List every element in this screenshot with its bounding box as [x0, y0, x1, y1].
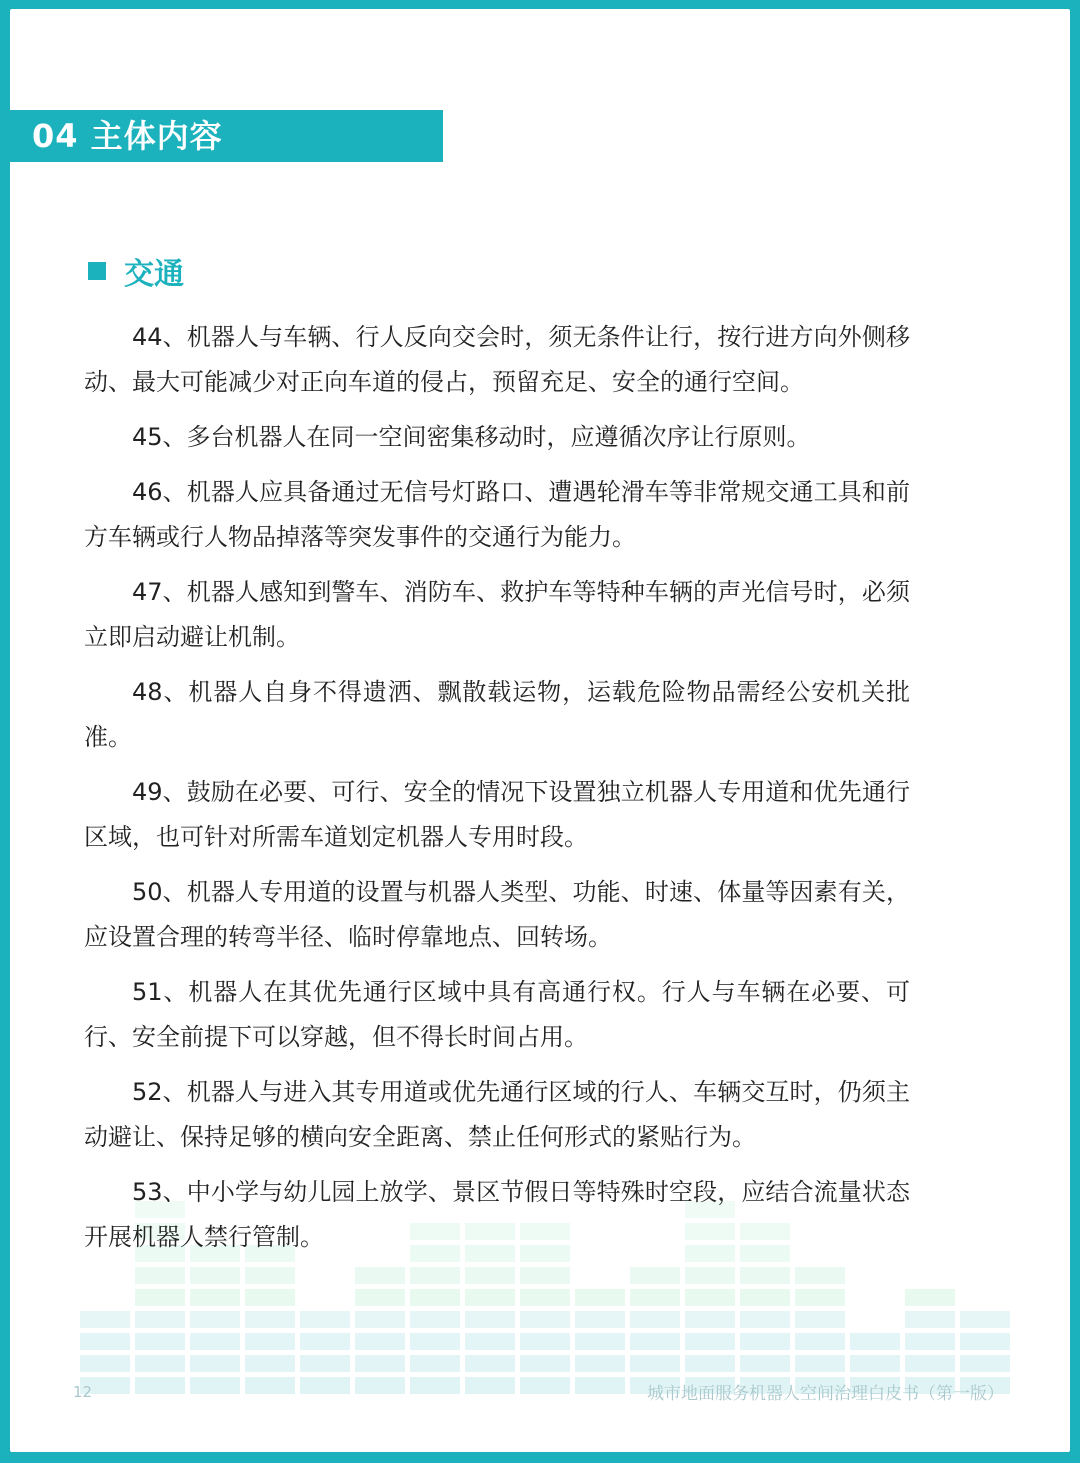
decor-block: [245, 1333, 295, 1350]
decor-block: [135, 1289, 185, 1306]
decor-block: [960, 1311, 1010, 1328]
subsection-heading: [88, 249, 184, 293]
decor-block: [190, 1289, 240, 1306]
decor-block: [300, 1311, 350, 1328]
paragraph-44: 44、机器人与车辆、行人反向交会时，须无条件让行，按行进方向外侧移动、最大可能减少对正向车道的侵占，预留充足、安全的通行空间。: [84, 323, 910, 396]
decor-block: [575, 1333, 625, 1350]
paragraph-52: 52、机器人与进入其专用道或优先通行区域的行人、车辆交互时，仍须主动避让、保持足够的横向安全距离、禁止任何形式的紧贴行为。: [84, 1078, 910, 1151]
decor-block: [795, 1355, 845, 1372]
decor-block: [685, 1289, 735, 1306]
decor-block: [795, 1289, 845, 1306]
decor-block: [190, 1377, 240, 1394]
decor-block: [355, 1289, 405, 1306]
decor-block: [410, 1289, 460, 1306]
paragraph-46: 46、机器人应具备通过无信号灯路口、遭遇轮滑车等非常规交通工具和前方车辆或行人物品掉落等突发事件的交通行为能力。: [84, 478, 910, 551]
decor-block: [960, 1355, 1010, 1372]
decor-block: [135, 1377, 185, 1394]
decor-block: [520, 1377, 570, 1394]
decor-block: [630, 1311, 680, 1328]
decor-block: [575, 1355, 625, 1372]
decor-block: [410, 1311, 460, 1328]
decor-block: [905, 1289, 955, 1306]
paragraph-48: 48、机器人自身不得遗洒、飘散载运物，运载危险物品需经公安机关批准。: [84, 678, 910, 751]
decor-block: [520, 1289, 570, 1306]
decor-block: [245, 1355, 295, 1372]
decor-block: [850, 1333, 900, 1350]
decor-block: [80, 1311, 130, 1328]
decor-block: [740, 1355, 790, 1372]
decor-block: [575, 1311, 625, 1328]
section-banner: 04 主体内容: [10, 110, 443, 162]
decor-block: [740, 1289, 790, 1306]
decor-block: [355, 1355, 405, 1372]
decor-block: [410, 1333, 460, 1350]
decor-block: [135, 1355, 185, 1372]
decor-block: [190, 1355, 240, 1372]
paragraph-45: 45、多台机器人在同一空间密集移动时，应遵循次序让行原则。: [132, 423, 811, 451]
decor-block: [630, 1289, 680, 1306]
decor-block: [355, 1311, 405, 1328]
decor-block: [355, 1333, 405, 1350]
decor-block: [465, 1377, 515, 1394]
decor-block: [575, 1289, 625, 1306]
decor-block: [520, 1355, 570, 1372]
decor-block: [245, 1311, 295, 1328]
article-body: [84, 315, 910, 1270]
decor-block: [905, 1333, 955, 1350]
decor-block: [135, 1311, 185, 1328]
page-number: 12: [73, 1383, 93, 1401]
paragraph-53: 53、中小学与幼儿园上放学、景区节假日等特殊时空段，应结合流量状态开展机器人禁行管制。: [84, 1178, 910, 1251]
decor-block: [245, 1289, 295, 1306]
decor-block: [850, 1355, 900, 1372]
decor-block: [410, 1355, 460, 1372]
paragraph-47: 47、机器人感知到警车、消防车、救护车等特种车辆的声光信号时，必须立即启动避让机制。: [84, 578, 910, 651]
decor-block: [740, 1333, 790, 1350]
decor-block: [685, 1333, 735, 1350]
decor-block: [355, 1377, 405, 1394]
decor-block: [135, 1333, 185, 1350]
page: [10, 9, 1070, 1452]
decor-block: [685, 1311, 735, 1328]
square-bullet-icon: [88, 262, 106, 280]
decor-block: [740, 1311, 790, 1328]
decor-block: [905, 1355, 955, 1372]
decor-block: [410, 1377, 460, 1394]
decor-block: [245, 1377, 295, 1394]
decor-block: [465, 1289, 515, 1306]
decor-block: [575, 1377, 625, 1394]
decor-block: [80, 1355, 130, 1372]
decor-block: [795, 1333, 845, 1350]
decor-block: [685, 1355, 735, 1372]
decor-block: [190, 1333, 240, 1350]
decor-block: [960, 1333, 1010, 1350]
paragraph-51: 51、机器人在其优先通行区域中具有高通行权。行人与车辆在必要、可行、安全前提下可以穿越，但不得长时间占用。: [84, 978, 910, 1051]
decor-block: [465, 1355, 515, 1372]
decor-block: [630, 1333, 680, 1350]
decor-block: [190, 1311, 240, 1328]
decor-block: [795, 1311, 845, 1328]
footer-document-title: 城市地面服务机器人空间治理白皮书（第一版）: [647, 1384, 1004, 1404]
decor-block: [520, 1333, 570, 1350]
paragraph-50: 50、机器人专用道的设置与机器人类型、功能、时速、体量等因素有关，应设置合理的转弯半径、临时停靠地点、回转场。: [84, 878, 910, 951]
decor-block: [80, 1333, 130, 1350]
paragraph-49: 49、鼓励在必要、可行、安全的情况下设置独立机器人专用道和优先通行区域，也可针对所需车道划定机器人专用时段。: [84, 778, 910, 851]
decor-block: [465, 1311, 515, 1328]
decor-block: [630, 1355, 680, 1372]
decor-block: [905, 1311, 955, 1328]
decor-block: [520, 1311, 570, 1328]
decor-block: [300, 1333, 350, 1350]
decor-block: [465, 1333, 515, 1350]
subsection-title: 交通: [124, 257, 184, 292]
decor-block: [300, 1377, 350, 1394]
decor-block: [300, 1355, 350, 1372]
